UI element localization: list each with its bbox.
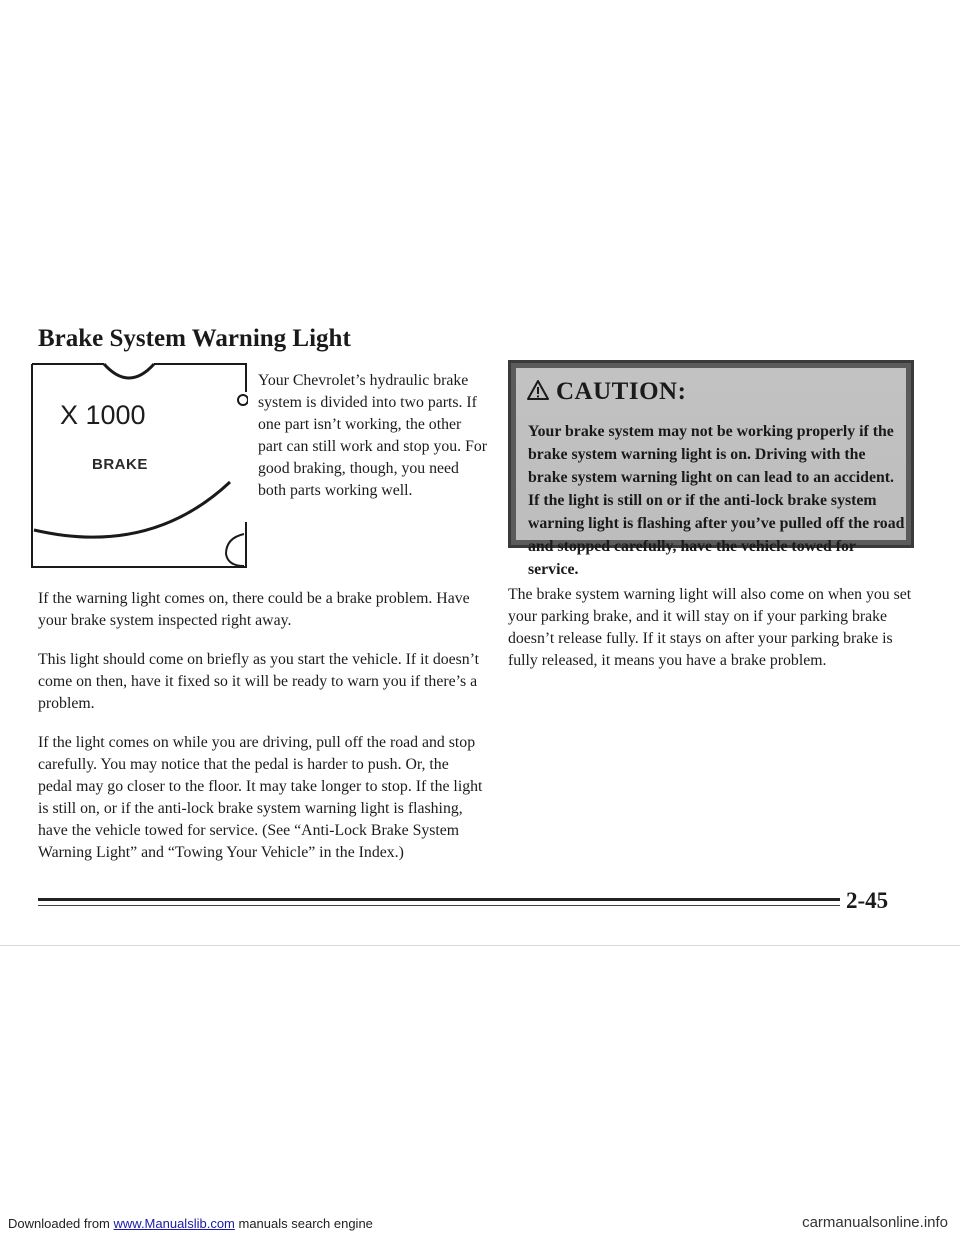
caution-box <box>508 360 914 578</box>
paragraph-driving: If the light comes on while you are driving, pull off the road and stop carefully. You may notice that the pedal is harder to push. Or, the pedal may go closer to the floor. It may take longer to stop. If the light is still on, or if the anti-lock brake system warning light is flashing, have the vehicle towed for service. (See “Anti-Lock Brake System Warning Light” and “Towing Your Vehicle” in the Index.) <box>38 734 483 861</box>
warning-triangle-icon <box>526 379 550 401</box>
knob-icon <box>238 395 248 405</box>
brake-lamp-label: BRAKE <box>92 456 148 473</box>
caution-title <box>526 378 686 406</box>
gauge-label: X 1000 <box>60 400 146 430</box>
caution-title-text: CAUTION: <box>556 378 687 405</box>
intro-paragraph: Your Chevrolet’s hydraulic brake system is divided into two parts. If one part isn’t working, the other part can still work and stop you. For good braking, though, you need both parts working well. <box>258 372 488 499</box>
caution-panel <box>516 368 906 578</box>
footer-rule-thin <box>38 905 840 906</box>
paragraph-start-check: This light should come on briefly as you start the vehicle. If it doesn’t come on then, have it fixed so it will be ready to warn you if there’s a problem. <box>38 651 480 712</box>
banner-suffix: manuals search engine <box>234 1216 373 1231</box>
paragraph-parking-brake: The brake system warning light will also come on when you set your parking brake, and it will stay on if your parking brake doesn’t release fully. If it stays on after your parking brake is fully released, it means you have a brake problem. <box>508 586 912 669</box>
banner-line <box>8 1216 373 1231</box>
banner-prefix: Downloaded from <box>8 1216 114 1231</box>
download-banner <box>0 1206 960 1242</box>
paragraph-warning: If the warning light comes on, there could be a brake problem. Have your brake system inspected right away. <box>38 590 470 629</box>
watermark-text: carmanualsonline.info <box>802 1214 948 1231</box>
page-number: 2-45 <box>846 888 889 913</box>
manualslib-link[interactable]: www.Manualslib.com <box>113 1216 235 1231</box>
divider <box>0 945 960 946</box>
footer-rule <box>38 898 840 901</box>
section-heading: Brake System Warning Light <box>38 325 351 352</box>
caution-body: Your brake system may not be working properly if the brake system warning light is on. Driving with the brake system warning light on can lead to an accident. If the light is still on or if the anti-lock brake system warning light is flashing after you’ve pulled off the road and stopped carefully, have the vehicle towed for service. <box>528 423 905 578</box>
